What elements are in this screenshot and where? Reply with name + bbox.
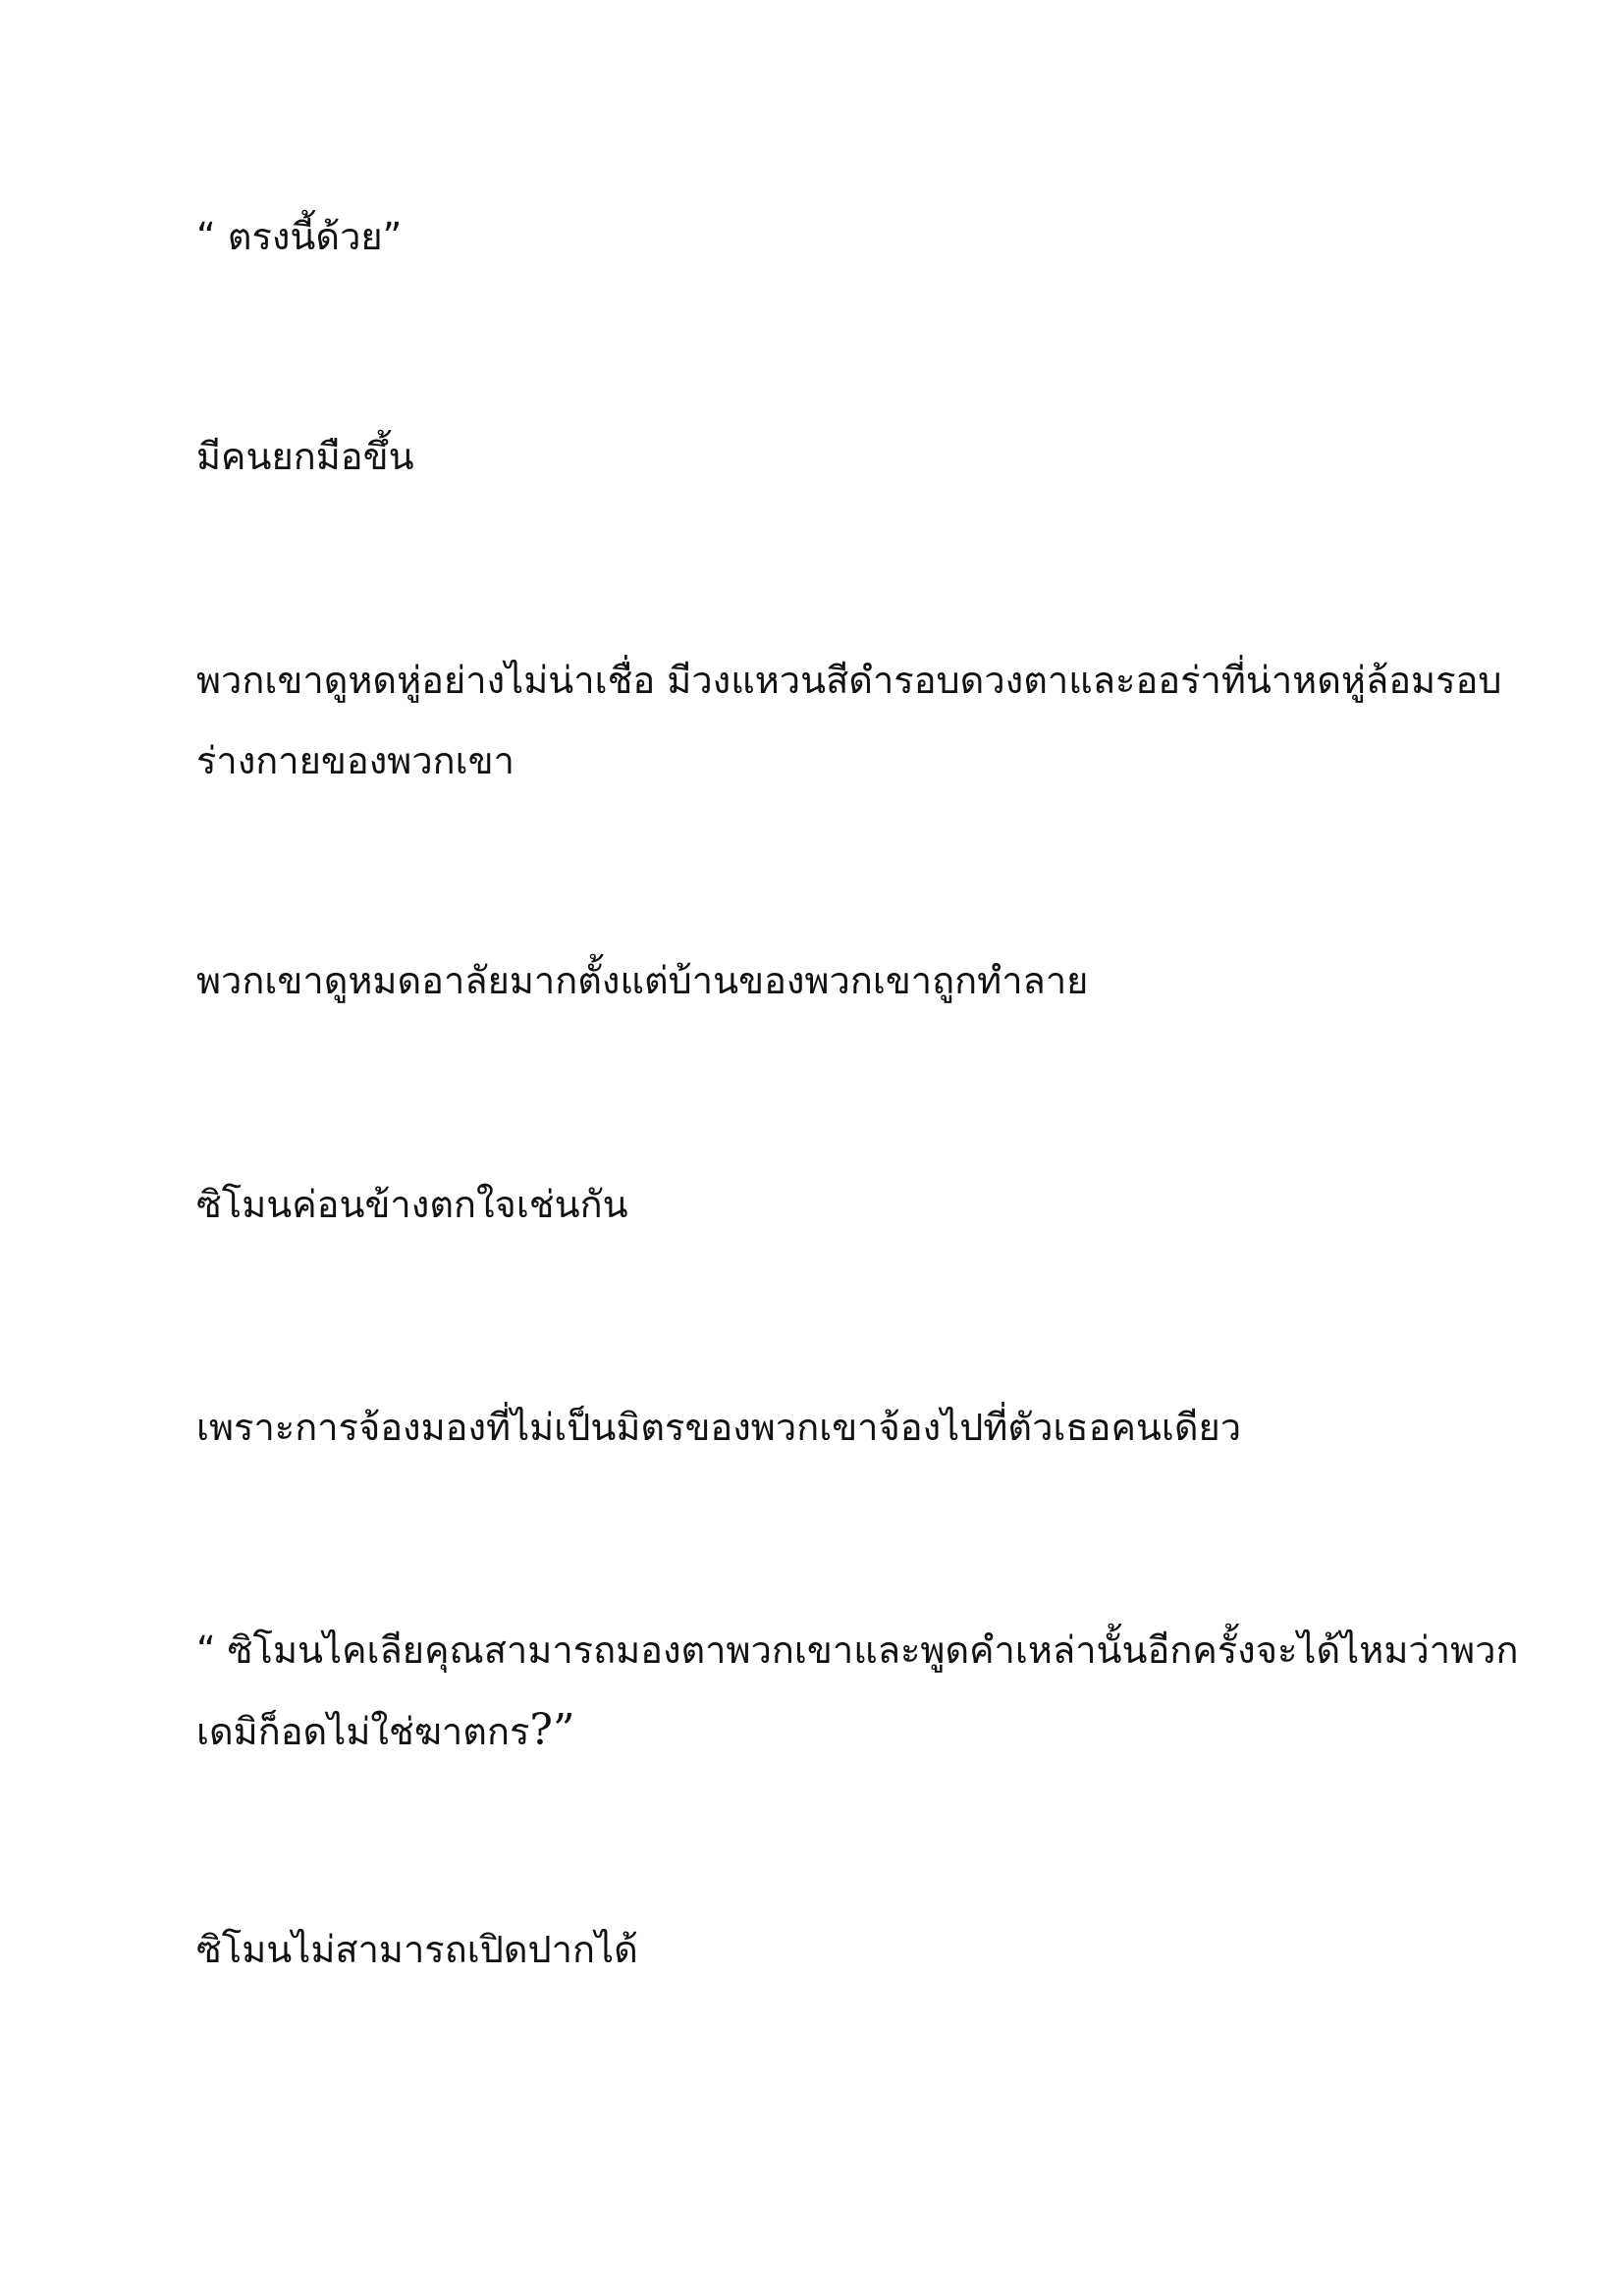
text-line: ซิโมนไม่สามารถเปิดปากได้	[196, 1928, 638, 1971]
text-line: ซิโมนค่อนข้างตกใจเช่นกัน	[196, 1183, 628, 1226]
question-mark-quote: ?”	[529, 1705, 575, 1755]
paragraph-dialogue-over-here	[196, 196, 1453, 277]
text-line: เดมิก็อดไม่ใช่ฆาตกร	[196, 1710, 530, 1753]
paragraph-dialogue-question	[196, 1610, 1519, 1772]
paragraph-homes-destroyed	[196, 940, 1453, 1021]
paragraph-they-look-depressed	[196, 640, 1502, 801]
paragraph-hostile-stares	[196, 1387, 1453, 1468]
text-line: พวกเขาดูหดหู่อย่างไม่น่าเชื่อ มีวงแหวนสีดำรอบดวงตาและออร่าที่น่าหดหู่ล้อมรอบ	[196, 659, 1502, 702]
paragraph-someone-raised-hand	[196, 416, 1453, 497]
text-line: “ ตรงนี้ด้วย”	[196, 215, 403, 258]
text-line: ร่างกายของพวกเขา	[196, 739, 514, 782]
paragraph-simone-surprised	[196, 1164, 1453, 1245]
text-line: เพราะการจ้องมองที่ไม่เป็นมิตรของพวกเขาจ้องไปที่ตัวเธอคนเดียว	[196, 1406, 1242, 1449]
text-line: มีคนยกมือขึ้น	[196, 435, 414, 478]
paragraph-simone-speechless	[196, 1909, 1453, 1990]
text-line: “ ซิโมนไคเลียคุณสามารถมองตาพวกเขาและพูดคำเหล่านั้นอีกครั้งจะได้ไหมว่าพวก	[196, 1629, 1519, 1672]
text-line: พวกเขาดูหมดอาลัยมากตั้งแต่บ้านของพวกเขาถูกทำลาย	[196, 959, 1089, 1002]
